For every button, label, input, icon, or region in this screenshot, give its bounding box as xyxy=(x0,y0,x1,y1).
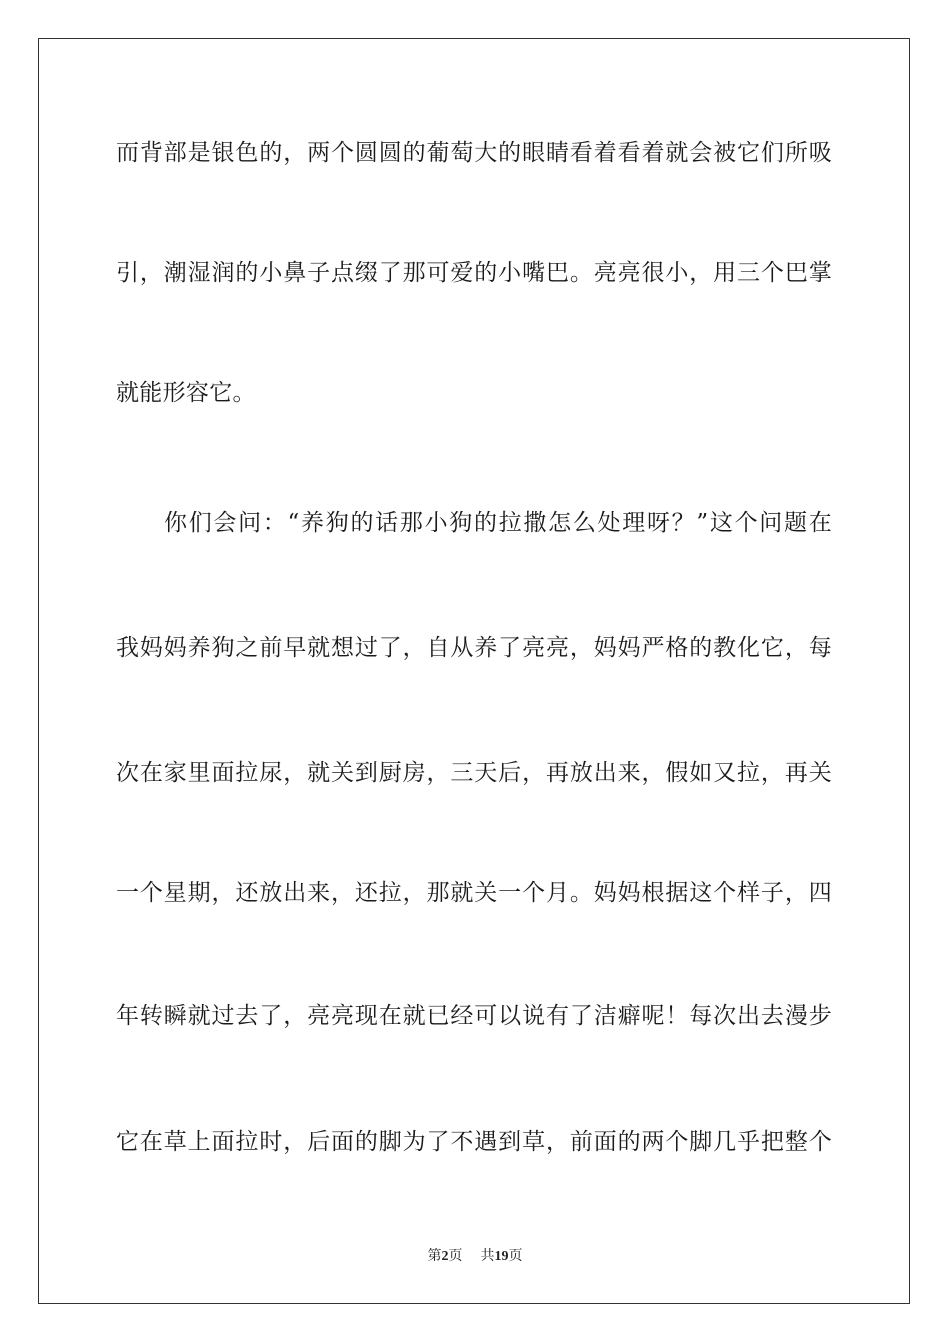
paragraph-line: 而背部是银色的，两个圆圆的葡萄大的眼睛看着看着就会被它们所吸 xyxy=(116,140,832,166)
paragraph-line-indented: 你们会问：“养狗的话那小狗的拉撒怎么处理呀？”这个问题在 xyxy=(164,510,832,536)
total-pages: 19 xyxy=(494,1249,509,1264)
page-border xyxy=(38,38,910,1304)
page-suffix: 页 xyxy=(448,1249,463,1264)
total-suffix: 页 xyxy=(508,1249,523,1264)
paragraph-line: 年转瞬就过去了，亮亮现在就已经可以说有了洁癖呢！每次出去漫步 xyxy=(116,1003,832,1029)
total-prefix: 共 xyxy=(480,1249,495,1264)
page-footer xyxy=(0,1247,950,1267)
paragraph-line: 一个星期，还放出来，还拉，那就关一个月。妈妈根据这个样子，四 xyxy=(116,880,832,906)
paragraph-line: 次在家里面拉尿，就关到厨房，三天后，再放出来，假如又拉，再关 xyxy=(116,760,832,786)
paragraph-line: 它在草上面拉时，后面的脚为了不遇到草，前面的两个脚几乎把整个 xyxy=(116,1129,832,1155)
paragraph-line: 我妈妈养狗之前早就想过了，自从养了亮亮，妈妈严格的教化它，每 xyxy=(116,635,832,661)
page-prefix: 第 xyxy=(427,1249,442,1264)
paragraph-line: 引，潮湿润的小鼻子点缀了那可爱的小嘴巴。亮亮很小，用三个巴掌 xyxy=(116,260,832,286)
page-number: 2 xyxy=(441,1249,449,1264)
paragraph-line: 就能形容它。 xyxy=(116,380,256,406)
